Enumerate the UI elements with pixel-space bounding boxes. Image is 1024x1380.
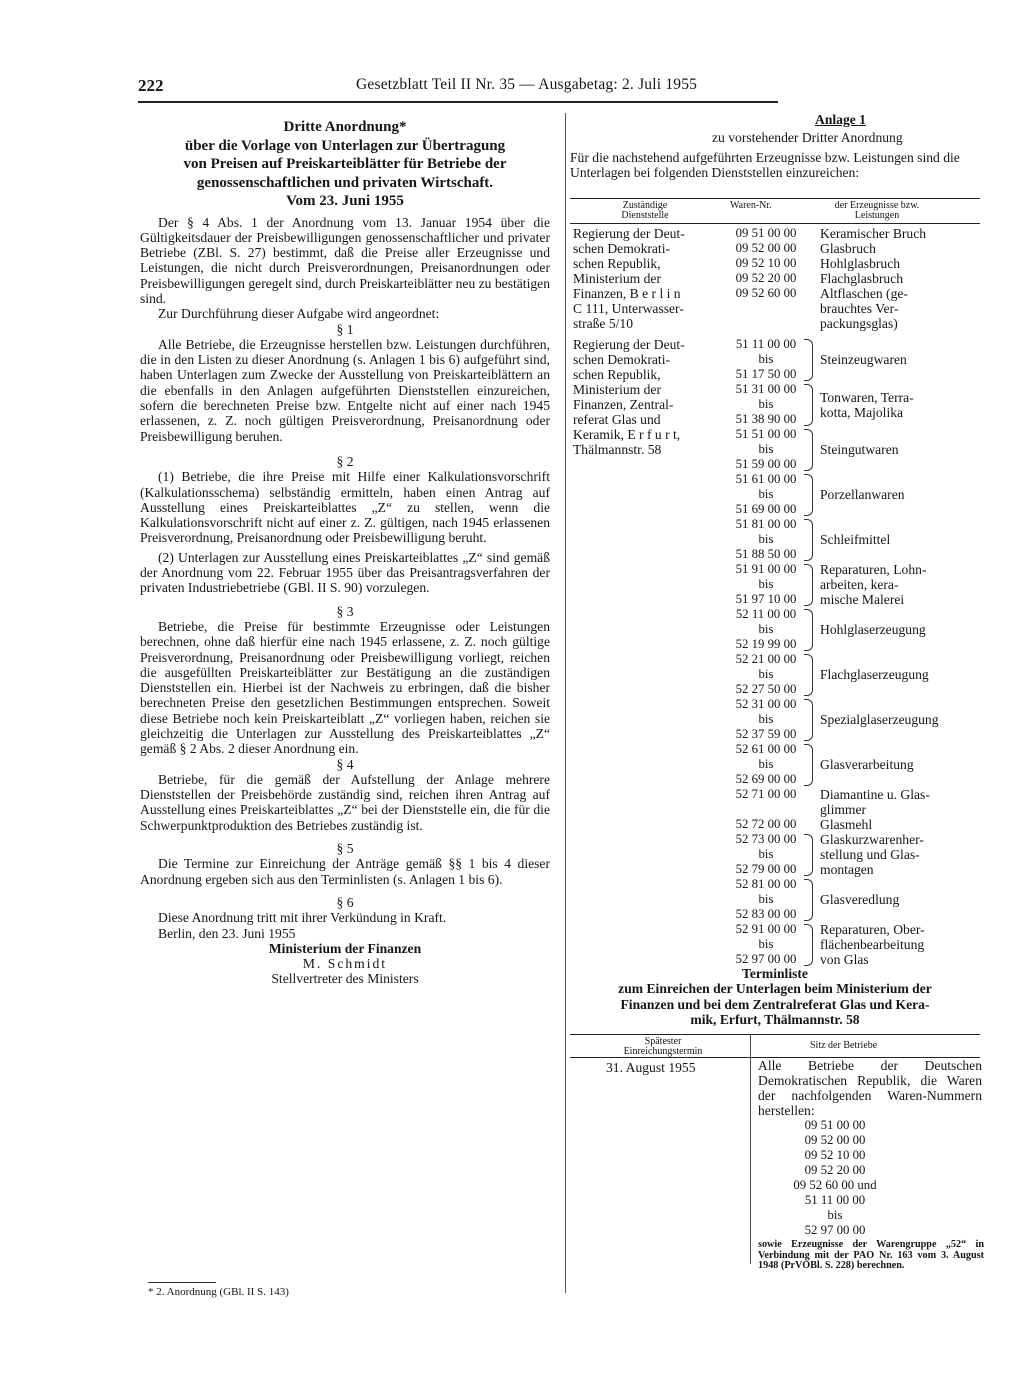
- ware-code: 51 59 00 00: [735, 457, 797, 471]
- product-line: stellung und Glas-: [820, 847, 920, 862]
- product-group: [820, 352, 985, 367]
- product-group: [820, 487, 985, 502]
- signer-role: Stellvertreter des Ministers: [271, 971, 419, 987]
- ware-code: 52 31 00 00: [735, 697, 797, 711]
- page-number: 222: [138, 76, 164, 95]
- product-group: [820, 787, 985, 817]
- deadline-date: 31. August 1955: [606, 1060, 696, 1075]
- ware-code: 51 17 50 00: [735, 367, 797, 381]
- range-brace: [804, 879, 813, 921]
- product-line: brauchtes Ver-: [820, 301, 899, 316]
- ware-code: 51 91 00 00: [735, 562, 797, 576]
- ware-code: bis: [758, 577, 774, 591]
- product-group: [820, 390, 985, 420]
- product-group: [820, 622, 985, 637]
- product-line: Glaskurzwarenher-: [820, 832, 924, 847]
- ware-code: 09 52 60 00: [735, 286, 797, 300]
- ware-code: 52 71 00 00: [735, 787, 797, 801]
- ware-code: bis: [758, 712, 774, 726]
- deadline-table-header: [570, 1034, 980, 1058]
- ware-code: bis: [758, 892, 774, 906]
- ware-code-range: [727, 517, 805, 562]
- authority-erfurt: [573, 337, 721, 457]
- running-title: Gesetzblatt Teil II Nr. 35 — Ausgabetag: 2. Juli 1955: [356, 76, 698, 93]
- preamble: Der § 4 Abs. 1 der Anordnung vom 13. Januar 1954 über die Gültigkeitsdauer der Preisbewilligungen genossenschaftlicher und privater Betriebe (ZBl. S. 27) bestimmt, daß die Preise aller Erzeugnisse und Leistungen, die nicht durch Preisverordnungen, Preisanordnungen oder Preisbewilligungen geregelt sind, durch Preiskarteiblätter neu zu bestätigen sind.: [140, 214, 550, 306]
- section-2-paragraph-2: (2) Unterlagen zur Ausstellung eines Preiskarteiblattes „Z“ sind gemäß der Anordnung vom 22. Februar 1955 über das Preisantragsverfahren der privaten Industriebetriebe (GBl. II S. 90) vorzulegen.: [140, 549, 550, 596]
- codes-berlin: [727, 226, 805, 301]
- section-3-heading: § 3: [336, 603, 354, 619]
- deadline-title-line: Finanzen und bei dem Zentralreferat Glas und Kera-: [620, 996, 930, 1012]
- product-group: [820, 667, 985, 682]
- column-rule: [565, 113, 566, 1293]
- running-header: [138, 76, 778, 100]
- product-line: Flachglasbruch: [820, 271, 904, 286]
- title-line: genossenschaftlichen und privaten Wirtschaft.: [196, 174, 494, 191]
- authority-line: schen Demokrati-: [573, 352, 671, 367]
- range-brace: [804, 744, 813, 786]
- range-brace: [804, 474, 813, 516]
- product-line: kotta, Majolika: [820, 404, 904, 420]
- ware-code-range: [727, 742, 805, 787]
- section-5-heading: § 5: [336, 841, 354, 857]
- product-line: Glasbruch: [820, 241, 876, 256]
- ware-code: 52 19 99 00: [735, 637, 797, 651]
- deadline-scope: Alle Betriebe der Deutschen Demokratischen Republik, die Waren der nachfolgenden Waren-Nummern herstellen:: [758, 1058, 982, 1118]
- ware-code: 51 11 00 00: [735, 337, 797, 351]
- ware-code: 51 69 00 00: [735, 502, 797, 516]
- range-brace: [804, 654, 813, 696]
- header-rule: [138, 101, 778, 103]
- annex-intro: Für die nachstehend aufgeführten Erzeugnisse bzw. Leistungen sind die Unterlagen bei folgenden Dienststellen einzureichen:: [570, 150, 960, 180]
- header-deadline-b: Einreichungstermin: [623, 1046, 703, 1057]
- title-line: über die Vorlage von Unterlagen zur Übertragung: [184, 137, 506, 154]
- product-line: Hohlglaserzeugung: [820, 622, 926, 637]
- ware-code: 51 11 00 00: [804, 1193, 866, 1207]
- annex-subtitle: zu vorstehender Dritter Anordnung: [712, 130, 903, 145]
- product-line: packungsglas): [820, 316, 898, 331]
- ware-code-range: [727, 562, 805, 607]
- authority-berlin: [573, 226, 721, 331]
- signer-name: M. Schmidt: [302, 956, 388, 972]
- product-group: [820, 532, 985, 547]
- section-5-text: Die Termine zur Einreichung der Anträge gemäß §§ 1 bis 4 dieser Anordnung ergeben sich aus den Terminlisten (s. Anlagen 1 bis 6).: [140, 856, 550, 887]
- ware-code: 09 52 20 00: [804, 1163, 866, 1177]
- ware-code-range: [727, 922, 805, 967]
- product-group: [820, 892, 985, 907]
- deadline-note: sowie Erzeugnisse der Warengruppe „52“ in Verbindung mit der PAO Nr. 163 vom 3. August 1948 (PrVOBl. S. 228) berechnen.: [758, 1239, 984, 1272]
- ware-code: 52 83 00 00: [735, 907, 797, 921]
- range-brace: [804, 834, 813, 876]
- section-4-text: Betriebe, für die gemäß der Aufstellung der Anlage mehrere Dienststellen der Preisbehörde zuständig sind, reichen ihren Antrag auf Ausstellung eines Preiskarteiblattes „Z“ bei der Dienststelle ein, die für die Schwerpunktproduktion des Betriebes zuständig ist.: [140, 771, 550, 833]
- ware-code-range: [727, 817, 805, 832]
- product-group: [820, 817, 985, 832]
- ware-code: 51 88 50 00: [735, 547, 797, 561]
- title-line: Dritte Anordnung*: [283, 119, 407, 135]
- table-header: [570, 198, 980, 224]
- ware-code: bis: [758, 397, 774, 411]
- ware-code: 51 81 00 00: [735, 517, 797, 531]
- ware-code: 52 79 00 00: [735, 862, 797, 876]
- ware-code: bis: [827, 1208, 843, 1222]
- ware-code: bis: [758, 667, 774, 681]
- ware-code: bis: [758, 487, 774, 501]
- left-column: [140, 118, 550, 987]
- section-3-text: Betriebe, die Preise für bestimmte Erzeugnisse oder Leistungen berechnen, ohne daß hierfür eine nach 1945 erlassene, z. Z. noch gültige Preisverordnung, Preisanordnung oder Preisbewilligung vorliegt, reichen die ausgefüllten Preiskarteiblätter zur Bestätigung an die zuständigen Dienststellen ein. Hierbei ist der Nachweis zu erbringen, daß die bisher berechneten Preise den gesetzlichen Bestimmungen entsprechen. Soweit diese Betriebe noch kein Preiskarteiblatt „Z“ vorliegen haben, reichen sie gleichzeitig die Unterlagen zur Ausstellung des Preiskarteiblattes „Z“ gemäß § 2 Abs. 2 dieser Anordnung ein.: [140, 618, 550, 757]
- product-line: Diamantine u. Glas-: [820, 787, 930, 802]
- product-line: Steinzeugwaren: [820, 352, 907, 367]
- annex-title: Anlage 1: [815, 112, 866, 127]
- product-line: mische Malerei: [820, 592, 905, 607]
- range-brace: [804, 384, 813, 426]
- product-line: Steingutwaren: [820, 442, 899, 457]
- ware-code: 51 38 90 00: [735, 412, 797, 426]
- deadline-title-line: Terminliste: [742, 966, 808, 981]
- ware-code: bis: [758, 937, 774, 951]
- authority-line: Regierung der Deut-: [573, 337, 685, 352]
- product-line: Flachglaserzeugung: [820, 667, 929, 682]
- ware-code: 09 51 00 00: [735, 226, 797, 240]
- order-line: Zur Durchführung dieser Aufgabe wird angeordnet:: [158, 306, 440, 322]
- ware-code: 52 61 00 00: [735, 742, 797, 756]
- authority-line: Thälmannstr. 58: [573, 442, 662, 457]
- authority-line: referat Glas und: [573, 412, 661, 427]
- footnote-rule: [148, 1282, 216, 1283]
- ware-code: 51 51 00 00: [735, 427, 797, 441]
- title-line: von Preisen auf Preiskarteiblätter für Betriebe der: [183, 156, 507, 172]
- authority-line: Finanzen, Zentral-: [573, 397, 674, 412]
- ministry-name: Ministerium der Finanzen: [268, 940, 422, 956]
- ware-code: 52 73 00 00: [735, 832, 797, 846]
- section-6-heading: § 6: [336, 894, 354, 910]
- authority-line: straße 5/10: [573, 316, 634, 331]
- product-line: von Glas: [820, 952, 869, 967]
- product-group: [820, 562, 985, 607]
- product-line: Glasverarbeitung: [820, 757, 914, 772]
- products-berlin: [820, 226, 985, 331]
- ware-code-range: [727, 607, 805, 652]
- section-1-heading: § 1: [336, 321, 354, 337]
- header-products-b: Leistungen: [854, 210, 900, 221]
- range-brace: [804, 699, 813, 741]
- place-date: Berlin, den 23. Juni 1955: [158, 925, 296, 941]
- range-brace: [804, 609, 813, 651]
- product-line: Schleifmittel: [820, 532, 891, 547]
- ware-code-range: [727, 472, 805, 517]
- ware-code-range: [727, 337, 805, 382]
- product-line: Spezialglaserzeugung: [820, 712, 939, 727]
- ware-code: 09 52 60 00 und: [793, 1178, 877, 1192]
- ware-code: 52 97 00 00: [735, 952, 797, 966]
- product-group: [820, 712, 985, 727]
- ordinance-date: Vom 23. Juni 1955: [286, 193, 404, 209]
- ware-code: 52 37 59 00: [735, 727, 797, 741]
- product-line: Reparaturen, Ober-: [820, 922, 925, 937]
- deadline-title-line: zum Einreichen der Unterlagen beim Ministerium der: [618, 981, 932, 997]
- ware-code: bis: [758, 847, 774, 861]
- ware-code: 52 91 00 00: [735, 922, 797, 936]
- ware-code: 51 31 00 00: [735, 382, 797, 396]
- product-line: montagen: [820, 862, 874, 877]
- product-group: [820, 442, 985, 457]
- product-line: Porzellanwaren: [820, 487, 905, 502]
- section-6-text: Diese Anordnung tritt mit ihrer Verkündung in Kraft.: [158, 910, 447, 926]
- header-authority-b: Dienststelle: [621, 210, 669, 221]
- ware-code-range: [727, 877, 805, 922]
- range-brace: [804, 924, 813, 966]
- section-4-heading: § 4: [336, 756, 354, 772]
- authority-line: schen Demokrati-: [573, 241, 671, 256]
- ware-code-range: [727, 697, 805, 742]
- authority-line: Ministerium der: [573, 382, 661, 397]
- product-line: Reparaturen, Lohn-: [820, 562, 927, 577]
- ware-code: 09 52 00 00: [804, 1133, 866, 1147]
- range-brace: [804, 429, 813, 471]
- ordinance-title: [140, 118, 550, 211]
- ware-code-range: [727, 787, 805, 802]
- header-seat: Sitz der Betriebe: [810, 1040, 878, 1051]
- product-line: Keramischer Bruch: [820, 226, 927, 241]
- ware-code: bis: [758, 757, 774, 771]
- ware-code: 51 61 00 00: [735, 472, 797, 486]
- range-brace: [804, 564, 813, 606]
- header-authority-a: Zuständige: [622, 200, 668, 211]
- range-brace: [804, 519, 813, 561]
- authority-line: C 111, Unterwasser-: [573, 301, 684, 316]
- ware-code: bis: [758, 622, 774, 636]
- product-line: arbeiten, kera-: [820, 577, 899, 592]
- header-deadline-a: Spätester: [644, 1036, 682, 1047]
- ware-code: 09 52 00 00: [735, 241, 797, 255]
- ware-code: 52 27 50 00: [735, 682, 797, 696]
- ware-code: 09 52 20 00: [735, 271, 797, 285]
- ware-code-range: [727, 832, 805, 877]
- ware-code: bis: [758, 352, 774, 366]
- ware-code: 52 81 00 00: [735, 877, 797, 891]
- authority-line: schen Republik,: [573, 367, 661, 382]
- footnote: * 2. Anordnung (GBl. II S. 143): [148, 1286, 289, 1298]
- deadline-codes: [760, 1118, 910, 1238]
- section-1-text: Alle Betriebe, die Erzeugnisse herstellen bzw. Leistungen durchführen, die in den Listen zu dieser Anordnung (s. Anlagen 1 bis 6) aufgeführt sind, haben Unterlagen zum Zwecke der Ausstellung von Preiskarteiblättern an die ebenfalls in den Anlagen aufgeführten Dienststellen einzureichen, sofern die berechneten Preise bzw. Entgelte nicht auf einer nach 1945 erlassenen, z. Z. noch gültigen Preisverordnung, Preisanordnung oder Preisbewilligung beruhen.: [140, 336, 550, 444]
- ware-code: 09 52 10 00: [804, 1148, 866, 1162]
- ware-code-range: [727, 427, 805, 472]
- product-line: flächenbearbeitung: [820, 937, 925, 952]
- ware-code-range: [727, 382, 805, 427]
- product-line: Glasmehl: [820, 817, 873, 832]
- product-group: [820, 757, 985, 772]
- authority-line: Regierung der Deut-: [573, 226, 685, 241]
- ware-code: bis: [758, 442, 774, 456]
- ware-code: bis: [758, 532, 774, 546]
- authority-line: Finanzen, B e r l i n: [573, 286, 681, 301]
- header-products-a: der Erzeugnisse bzw.: [834, 200, 920, 211]
- header-ware-number: Waren-Nr.: [730, 200, 772, 211]
- ware-code: 52 97 00 00: [804, 1223, 866, 1237]
- product-line: Hohlglasbruch: [820, 256, 901, 271]
- authority-line: Ministerium der: [573, 271, 661, 286]
- ware-code: 09 52 10 00: [735, 256, 797, 270]
- product-line: Glasveredlung: [820, 892, 900, 907]
- section-2-heading: § 2: [336, 453, 354, 469]
- ware-code: 52 69 00 00: [735, 772, 797, 786]
- product-line: Altflaschen (ge-: [820, 286, 908, 301]
- deadline-list-title: [570, 966, 980, 1027]
- deadline-title-line: mik, Erfurt, Thälmannstr. 58: [690, 1011, 860, 1027]
- range-brace: [804, 339, 813, 381]
- product-line: glimmer: [820, 802, 867, 817]
- ware-code: 51 97 10 00: [735, 592, 797, 606]
- product-line: Tonwaren, Terra-: [820, 389, 914, 405]
- deadline-table-divider: [750, 1034, 751, 1264]
- ware-code: 09 51 00 00: [804, 1118, 866, 1132]
- product-group: [820, 832, 985, 877]
- ware-code: 52 11 00 00: [735, 607, 797, 621]
- ware-code-range: [727, 652, 805, 697]
- section-2-paragraph-1: (1) Betriebe, die ihre Preise mit Hilfe einer Kalkulationsvorschrift (Kalkulationsschema) selbständig ermitteln, haben einen Antrag auf Ausstellung eines Preiskarteiblattes „Z“ zu stellen, wenn die Kalkulationsvorschrift nicht auf einer z. Z. gültigen, nach 1945 erlassenen Preisverordnung, Preisanordnung oder Preisbewilligung beruht.: [140, 469, 550, 546]
- authority-line: schen Republik,: [573, 256, 661, 271]
- ware-code: 52 21 00 00: [735, 652, 797, 666]
- authority-line: Keramik, E r f u r t,: [573, 427, 681, 442]
- product-group: [820, 922, 985, 967]
- ware-code: 52 72 00 00: [735, 817, 797, 831]
